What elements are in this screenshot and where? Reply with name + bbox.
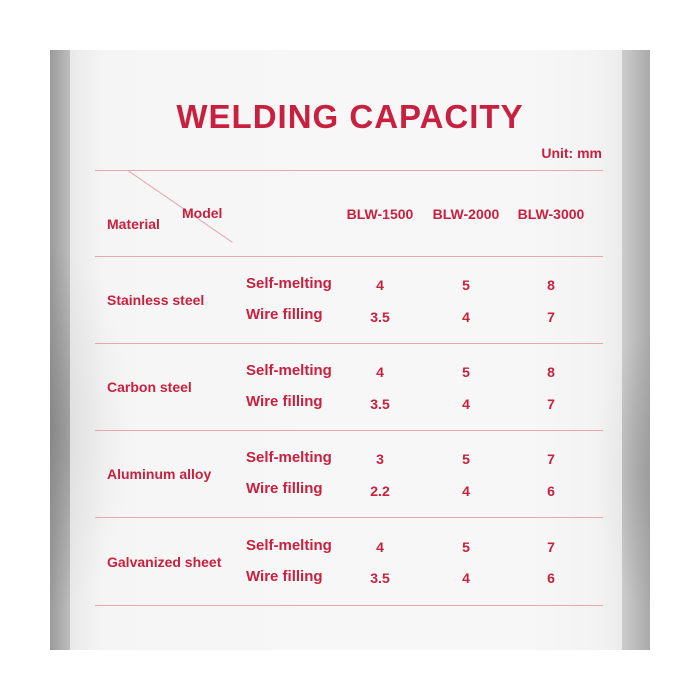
- table-cell: 8: [547, 277, 555, 293]
- column-header-model: BLW-1500: [346, 206, 414, 222]
- mode-label-self-melting: Self-melting: [246, 449, 332, 466]
- welding-capacity-card: [50, 50, 650, 650]
- header-material-label: Material: [107, 216, 160, 232]
- mode-label-wire-filling: Wire filling: [246, 480, 323, 497]
- table-cell: 3.5: [370, 309, 390, 325]
- table-cell: 4: [462, 309, 470, 325]
- mode-label-wire-filling: Wire filling: [246, 306, 323, 323]
- row-divider: [95, 343, 603, 344]
- table-cell: 7: [547, 309, 555, 325]
- material-label: Stainless steel: [107, 292, 205, 308]
- table-cell: 3: [376, 451, 384, 467]
- material-label: Galvanized sheet: [107, 554, 222, 570]
- table-cell: 7: [547, 539, 555, 555]
- table-cell: 3.5: [370, 396, 390, 412]
- table-cell: 5: [462, 451, 470, 467]
- table-cell: 5: [462, 277, 470, 293]
- mode-label-wire-filling: Wire filling: [246, 393, 323, 410]
- table-cell: 4: [376, 364, 384, 380]
- mode-label-self-melting: Self-melting: [246, 537, 332, 554]
- row-divider: [95, 256, 603, 257]
- material-label: Aluminum alloy: [107, 466, 212, 482]
- row-divider: [95, 430, 603, 431]
- table-cell: 7: [547, 451, 555, 467]
- page-title: WELDING CAPACITY: [176, 98, 524, 135]
- row-divider: [95, 517, 603, 518]
- table-cell: 5: [462, 364, 470, 380]
- material-label: Carbon steel: [107, 379, 192, 395]
- table-cell: 4: [376, 277, 384, 293]
- unit-label: Unit: mm: [541, 145, 602, 161]
- table-bottom-divider: [95, 605, 603, 606]
- table-cell: 2.2: [370, 483, 390, 499]
- table-cell: 3.5: [370, 570, 390, 586]
- column-header-model: BLW-3000: [517, 206, 585, 222]
- table-cell: 4: [376, 539, 384, 555]
- table-cell: 4: [462, 483, 470, 499]
- mode-label-wire-filling: Wire filling: [246, 568, 323, 585]
- column-header-model: BLW-2000: [432, 206, 500, 222]
- table-top-divider: [95, 170, 603, 171]
- table-cell: 4: [462, 396, 470, 412]
- mode-label-self-melting: Self-melting: [246, 362, 332, 379]
- mode-label-self-melting: Self-melting: [246, 275, 332, 292]
- table-cell: 5: [462, 539, 470, 555]
- table-cell: 6: [547, 483, 555, 499]
- table-cell: 7: [547, 396, 555, 412]
- table-cell: 4: [462, 570, 470, 586]
- table-cell: 8: [547, 364, 555, 380]
- header-model-label: Model: [182, 205, 223, 221]
- table-cell: 6: [547, 570, 555, 586]
